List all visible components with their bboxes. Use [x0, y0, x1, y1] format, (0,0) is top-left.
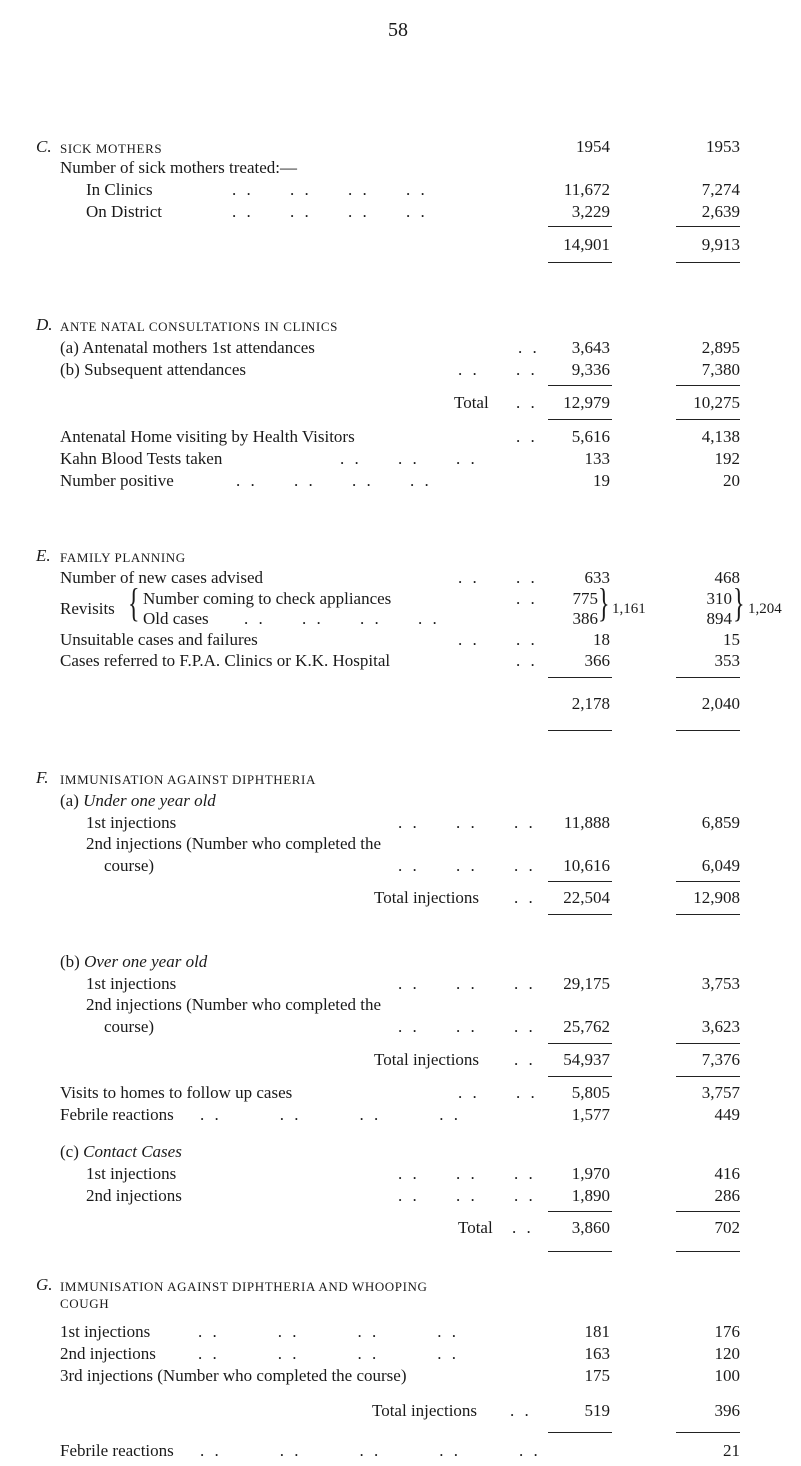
- value-1953: 353: [714, 651, 740, 670]
- leader-dots: . . . . . . . .: [198, 1344, 459, 1363]
- row-label: Cases referred to F.P.A. Clinics or K.K. Hospital: [60, 651, 391, 670]
- leader-dots: . .: [516, 427, 538, 446]
- section-d-letter: D.: [36, 315, 53, 334]
- value-1953: 3,623: [701, 1017, 740, 1036]
- total-1954: 3,860: [571, 1218, 610, 1237]
- value-1953: 310: [706, 589, 732, 608]
- leader-dots: . . . . . .: [398, 856, 536, 875]
- leader-dots: . . . . . .: [398, 974, 536, 993]
- rule: [548, 914, 612, 915]
- total-label: Total: [458, 1218, 493, 1237]
- value-1953: 100: [714, 1366, 740, 1385]
- row-label: 3rd injections (Number who completed the course): [60, 1366, 407, 1385]
- row-label: 1st injections: [86, 974, 177, 993]
- value-1953: 286: [714, 1186, 740, 1205]
- value-1954: 5,805: [571, 1083, 610, 1102]
- rule: [548, 226, 612, 227]
- subsection-title: [60, 791, 216, 811]
- rule: [676, 262, 740, 263]
- row-text: Antenatal mothers 1st attendances: [82, 338, 315, 357]
- rule: [676, 226, 740, 227]
- rule: [548, 1251, 612, 1252]
- leader-dots: . . . . . . . .: [232, 202, 428, 221]
- value-1953: 2,639: [701, 202, 740, 221]
- total-1953: 9,913: [701, 235, 740, 254]
- row-label: Number of new cases advised: [60, 568, 263, 587]
- value-1954: 366: [584, 651, 610, 670]
- leader-dots: . . . . . . . .: [244, 609, 440, 628]
- value-1953: 120: [714, 1344, 740, 1363]
- leader-dots: . . . . . . . .: [198, 1322, 459, 1341]
- section-f-letter: F.: [36, 768, 49, 787]
- row-label-cont: course): [104, 856, 155, 875]
- total-label: Total: [454, 393, 489, 412]
- row-label: Visits to homes to follow up cases: [60, 1083, 293, 1102]
- row-label: Kahn Blood Tests taken: [60, 449, 223, 468]
- total-1953: 396: [714, 1401, 740, 1420]
- leader-dots: . . . . . . . .: [232, 180, 428, 199]
- row-label: [60, 360, 246, 380]
- row-label: In Clinics: [86, 180, 153, 199]
- value-1953: 2,895: [701, 338, 740, 357]
- value-1954: 386: [572, 609, 598, 628]
- page-number: 58: [388, 19, 408, 41]
- rule: [548, 1043, 612, 1044]
- value-1954: 633: [584, 568, 610, 587]
- rule: [676, 730, 740, 731]
- value-1953: 176: [714, 1322, 740, 1341]
- value-1953: 894: [706, 609, 732, 628]
- row-label: Unsuitable cases and failures: [60, 630, 258, 649]
- total-1954: 12,979: [563, 393, 610, 412]
- value-1953: 20: [723, 471, 740, 490]
- leader-dots: . . . . . . . .: [236, 471, 432, 490]
- value-1953: 21: [723, 1441, 740, 1460]
- section-g-heading: IMMUNISATION AGAINST DIPHTHERIA AND WHOOPING: [60, 1279, 428, 1294]
- row-text: Subsequent attendances: [84, 360, 247, 379]
- row-label: Antenatal Home visiting by Health Visitors: [60, 427, 355, 446]
- value-1953: 6,049: [701, 856, 740, 875]
- leader-dots: . . . . . .: [340, 449, 478, 468]
- leader-dots: . .: [516, 393, 538, 412]
- row-label: 1st injections: [86, 1164, 177, 1183]
- value-1954: 25,762: [563, 1017, 610, 1036]
- leader-dots: . . . . . .: [398, 1186, 536, 1205]
- row-marker: (a): [60, 338, 79, 357]
- subsection-marker: (c): [60, 1142, 79, 1161]
- value-1954: 11,888: [563, 813, 610, 832]
- row-marker: (b): [60, 360, 80, 379]
- leader-dots: . .: [512, 1218, 534, 1237]
- rule: [548, 1076, 612, 1077]
- value-1954: 11,672: [563, 180, 610, 199]
- right-brace: }: [598, 580, 610, 625]
- value-1954: 175: [584, 1366, 610, 1385]
- value-1954: 18: [593, 630, 610, 649]
- leader-dots: . . . . . . . . . .: [200, 1441, 541, 1460]
- row-label-cont: course): [104, 1017, 155, 1036]
- value-1953: 4,138: [701, 427, 740, 446]
- section-g-heading-cont: COUGH: [60, 1296, 110, 1311]
- revisits-label: Revisits: [60, 599, 115, 618]
- subsection-text: Contact Cases: [83, 1142, 182, 1161]
- section-f-heading: IMMUNISATION AGAINST DIPHTHERIA: [60, 772, 316, 787]
- subsection-title: [60, 1142, 182, 1162]
- total-1953: 702: [714, 1218, 740, 1237]
- row-label: 2nd injections (Number who completed the: [86, 834, 382, 853]
- subsection-text: Under one year old: [83, 791, 216, 810]
- total-label: Total injections: [372, 1401, 478, 1420]
- leader-dots: . . . . . .: [398, 1017, 536, 1036]
- rule: [548, 677, 612, 678]
- value-1954: 775: [572, 589, 598, 608]
- value-1953: 449: [714, 1105, 740, 1124]
- value-1954: 163: [584, 1344, 610, 1363]
- subsection-title: [60, 952, 207, 972]
- value-1954: 10,616: [563, 856, 610, 875]
- value-1953: 15: [723, 630, 740, 649]
- rule: [676, 1211, 740, 1212]
- section-g-letter: G.: [36, 1275, 53, 1294]
- value-1954: 133: [584, 449, 610, 468]
- row-label: 2nd injections (Number who completed the: [86, 995, 382, 1014]
- leader-dots: . . . .: [458, 360, 538, 379]
- rule: [548, 419, 612, 420]
- rule: [548, 730, 612, 731]
- rule: [548, 1211, 612, 1212]
- right-brace: }: [733, 580, 745, 625]
- rule: [548, 1432, 612, 1433]
- leader-dots: . . . . . .: [398, 1164, 536, 1183]
- leader-dots: . . . .: [458, 630, 538, 649]
- value-1953: 7,380: [701, 360, 740, 379]
- value-1953: 3,757: [701, 1083, 740, 1102]
- revisits-total-1954: 1,161: [612, 601, 646, 617]
- rule: [548, 262, 612, 263]
- total-1954: 14,901: [563, 235, 610, 254]
- value-1954: 1,890: [571, 1186, 610, 1205]
- total-1953: 12,908: [693, 888, 740, 907]
- value-1954: 5,616: [571, 427, 610, 446]
- leader-dots: . .: [514, 1050, 536, 1069]
- row-label: 2nd injections: [60, 1344, 156, 1363]
- left-brace: {: [128, 580, 140, 625]
- leader-dots: . .: [516, 589, 538, 608]
- row-label: Old cases: [143, 609, 209, 628]
- subsection-text: Over one year old: [84, 952, 208, 971]
- value-1953: 192: [714, 449, 740, 468]
- total-1954: 54,937: [563, 1050, 610, 1069]
- row-label: Febrile reactions: [60, 1105, 174, 1124]
- year-1954-header: 1954: [576, 137, 610, 156]
- row-label: 1st injections: [86, 813, 177, 832]
- total-1954: 2,178: [571, 694, 610, 713]
- section-d-heading: ANTE NATAL CONSULTATIONS IN CLINICS: [60, 319, 338, 334]
- value-1953: 3,753: [701, 974, 740, 993]
- leader-dots: . . . . . .: [398, 813, 536, 832]
- row-label: On District: [86, 202, 163, 221]
- rule: [676, 914, 740, 915]
- revisits-total-1953: 1,204: [748, 601, 782, 617]
- total-label: Total injections: [374, 888, 480, 907]
- leader-dots: . .: [516, 651, 538, 670]
- total-1953: 2,040: [701, 694, 740, 713]
- row-label: [60, 338, 315, 358]
- leader-dots: . .: [510, 1401, 532, 1420]
- value-1954: 29,175: [563, 974, 610, 993]
- rule: [676, 881, 740, 882]
- section-c-heading: SICK MOTHERS: [60, 141, 163, 156]
- value-1954: 1,577: [571, 1105, 610, 1124]
- rule: [676, 385, 740, 386]
- subsection-marker: (a): [60, 791, 79, 810]
- section-e-letter: E.: [36, 546, 51, 565]
- value-1954: 3,229: [571, 202, 610, 221]
- value-1953: 468: [714, 568, 740, 587]
- rule: [676, 1432, 740, 1433]
- rule: [548, 385, 612, 386]
- value-1953: 7,274: [701, 180, 740, 199]
- rule: [548, 881, 612, 882]
- year-1953-header: 1953: [706, 137, 740, 156]
- subsection-marker: (b): [60, 952, 80, 971]
- value-1954: 19: [593, 471, 610, 490]
- section-e-heading: FAMILY PLANNING: [60, 550, 186, 565]
- value-1954: 181: [584, 1322, 610, 1341]
- total-1954: 519: [584, 1401, 610, 1420]
- total-1953: 10,275: [693, 393, 740, 412]
- rule: [676, 419, 740, 420]
- total-label: Total injections: [374, 1050, 480, 1069]
- row-label: 1st injections: [60, 1322, 151, 1341]
- leader-dots: . .: [518, 338, 540, 357]
- rule: [676, 1251, 740, 1252]
- value-1953: 6,859: [701, 813, 740, 832]
- rule: [676, 677, 740, 678]
- leader-dots: . . . .: [458, 568, 538, 587]
- leader-dots: . . . .: [458, 1083, 538, 1102]
- value-1954: 3,643: [571, 338, 610, 357]
- sick-mothers-intro: Number of sick mothers treated:—: [60, 158, 297, 177]
- row-label: Number coming to check appliances: [143, 589, 392, 608]
- rule: [676, 1076, 740, 1077]
- total-1954: 22,504: [563, 888, 610, 907]
- value-1954: 1,970: [571, 1164, 610, 1183]
- leader-dots: . . . . . . . .: [200, 1105, 461, 1124]
- row-label: Febrile reactions: [60, 1441, 174, 1460]
- leader-dots: . .: [514, 888, 536, 907]
- row-label: 2nd injections: [86, 1186, 182, 1205]
- rule: [676, 1043, 740, 1044]
- total-1953: 7,376: [701, 1050, 740, 1069]
- section-c-letter: C.: [36, 137, 52, 156]
- value-1953: 416: [714, 1164, 740, 1183]
- value-1954: 9,336: [571, 360, 610, 379]
- row-label: Number positive: [60, 471, 174, 490]
